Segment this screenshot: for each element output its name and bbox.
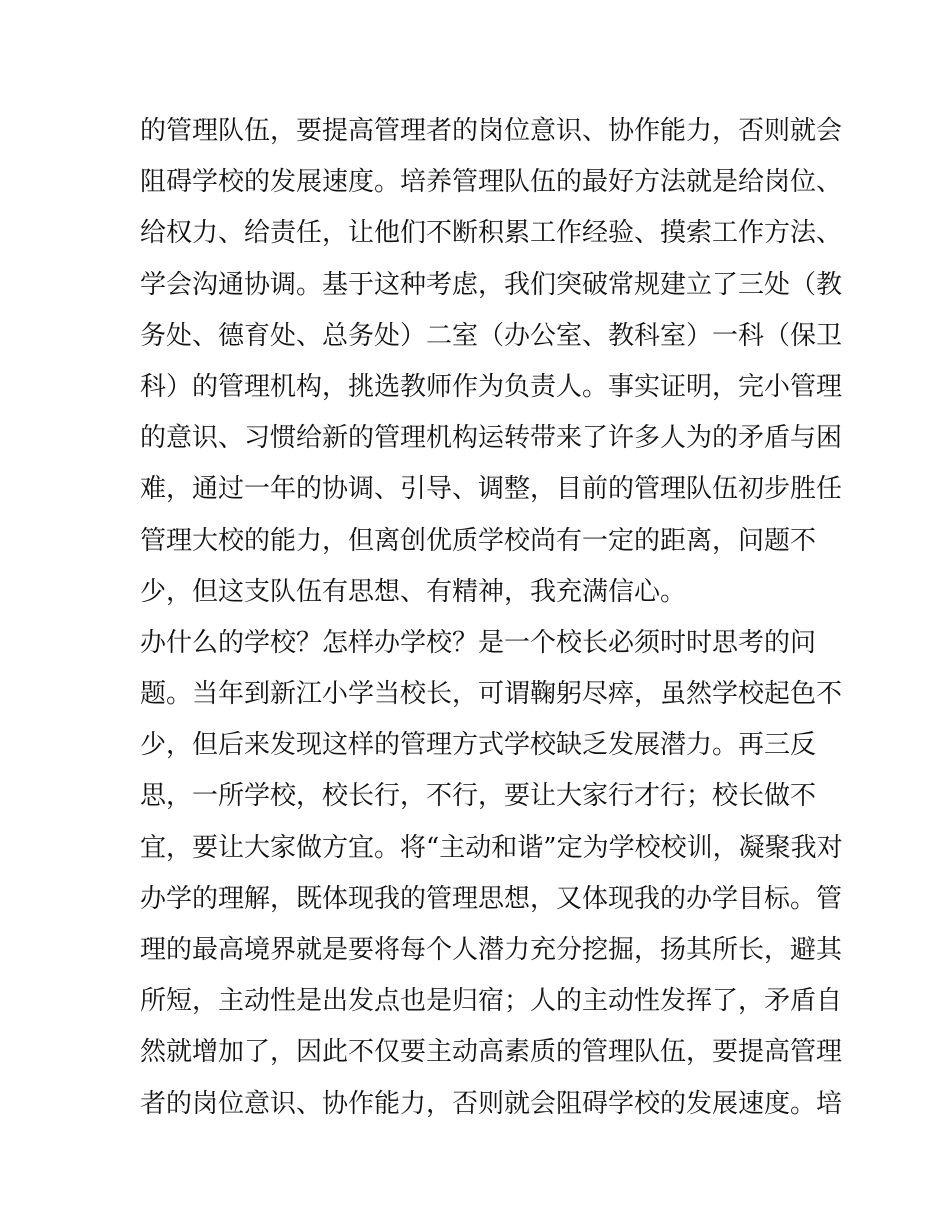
text-line: 少，但后来发现这样的管理方式学校缺乏发展潜力。再三反 <box>140 730 817 761</box>
text-line: 者的岗位意识、协作能力，否则就会阻碍学校的发展速度。培 <box>140 1088 843 1119</box>
text-line: 的管理队伍，要提高管理者的岗位意识、协作能力，否则就会 <box>140 116 843 146</box>
text-line: 少，但这支队伍有思想、有精神，我充满信心。 <box>140 576 687 607</box>
text-line: 题。当年到新江小学当校长，可谓鞠躬尽瘁，虽然学校起色不 <box>140 679 843 710</box>
text-line: 的意识、习惯给新的管理机构运转带来了许多人为的矛盾与困 <box>140 423 843 454</box>
text-line: 然就增加了，因此不仅要主动高素质的管理队伍，要提高管理 <box>140 1037 843 1068</box>
text-line: 理的最高境界就是要将每个人潜力充分挖掘，扬其所长，避其 <box>140 935 843 965</box>
text-line: 科）的管理机构，挑选教师作为负责人。事实证明，完小管理 <box>140 371 843 402</box>
text-line: 宜，要让大家做方宜。将“主动和谐”定为学校校训，凝聚我对 <box>140 832 843 863</box>
text-line: 办什么的学校？怎样办学校？是一个校长必须时时思考的问 <box>140 627 817 658</box>
text-line: 务处、德育处、总务处）二室（办公室、教科室）一科（保卫 <box>140 320 843 351</box>
text-line: 阻碍学校的发展速度。培养管理队伍的最好方法就是给岗位、 <box>140 167 843 198</box>
text-line: 学会沟通协调。基于这种考虑，我们突破常规建立了三处（教 <box>140 269 843 300</box>
text-line: 难，通过一年的协调、引导、调整，目前的管理队伍初步胜任 <box>140 474 843 505</box>
text-line: 所短，主动性是出发点也是归宿；人的主动性发挥了，矛盾自 <box>140 986 843 1017</box>
body-text <box>140 106 843 1130</box>
text-line: 给权力、给责任，让他们不断积累工作经验、摸索工作方法、 <box>140 218 843 249</box>
text-line: 管理大校的能力，但离创优质学校尚有一定的距离，问题不 <box>140 525 817 556</box>
text-line: 思，一所学校，校长行，不行，要让大家行才行；校长做不 <box>140 781 817 812</box>
text-line: 办学的理解，既体现我的管理思想，又体现我的办学目标。管 <box>140 883 843 914</box>
